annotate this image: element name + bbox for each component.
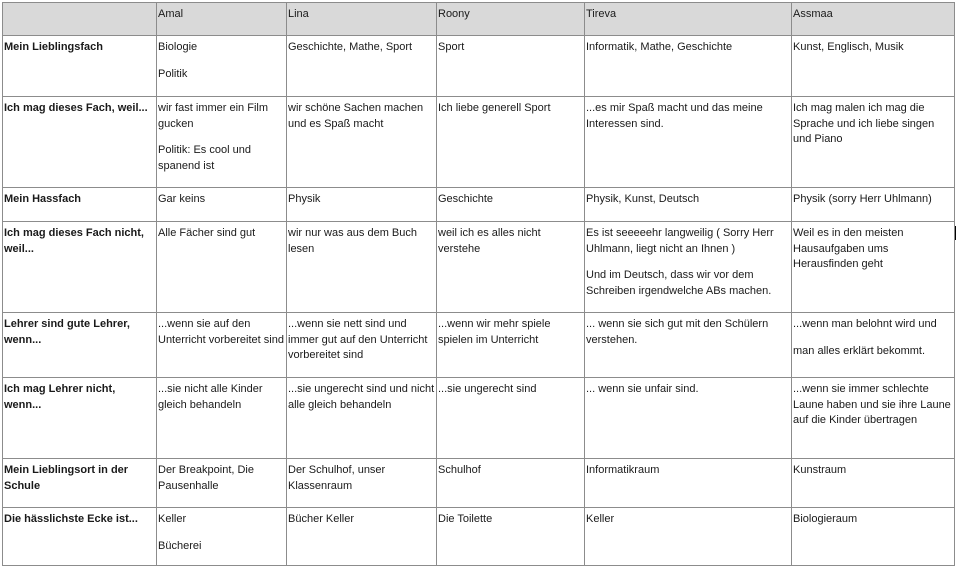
- table-cell[interactable]: [792, 459, 955, 508]
- cell-text: Gar keins: [158, 193, 206, 205]
- table-cell[interactable]: [287, 36, 437, 97]
- table-cell[interactable]: [437, 508, 585, 566]
- cell-text: ...wenn sie immer schlechte Laune haben und sie ihre Laune auf die Kinder übertragen: [793, 383, 951, 426]
- table-row: [3, 508, 955, 566]
- table-row: [3, 378, 955, 459]
- cell-text: Biologie: [158, 41, 198, 53]
- cell-text: weil ich es alles nicht verstehe: [438, 227, 541, 255]
- cell-text: Keller: [158, 513, 187, 525]
- table-cell[interactable]: [585, 97, 792, 188]
- table-cell[interactable]: [287, 378, 437, 459]
- cell-text: Sport: [438, 41, 465, 53]
- table-cell[interactable]: [585, 188, 792, 222]
- cell-text: ... wenn sie sich gut mit den Schülern verstehen.: [586, 318, 769, 346]
- cell-text: Physik (sorry Herr Uhlmann): [793, 193, 932, 205]
- cell-text: ...wenn man belohnt wird und: [793, 318, 937, 330]
- survey-table: [2, 2, 955, 566]
- row-label[interactable]: Lehrer sind gute Lehrer, wenn...: [3, 313, 157, 378]
- table-cell[interactable]: [437, 97, 585, 188]
- table-cell[interactable]: [792, 97, 955, 188]
- cell-text: Der Breakpoint, Die Pausenhalle: [158, 464, 254, 492]
- cell-text: Schulhof: [438, 464, 481, 476]
- table-cell[interactable]: [792, 188, 955, 222]
- cell-text: Kunst, Englisch, Musik: [793, 41, 904, 53]
- cell-text: Physik, Kunst, Deutsch: [586, 193, 700, 205]
- cell-text: Politik: [158, 67, 188, 80]
- table-cell[interactable]: [437, 222, 585, 313]
- table-cell[interactable]: [585, 313, 792, 378]
- row-label[interactable]: Mein Lieblingsort in der Schule: [3, 459, 157, 508]
- cell-text: ...wenn sie nett sind und immer gut auf den Unterricht vorbereitet sind: [288, 318, 428, 361]
- cell-text: man alles erklärt bekommt.: [793, 344, 926, 357]
- table-row: [3, 459, 955, 508]
- table-cell[interactable]: [792, 36, 955, 97]
- table-cell[interactable]: [287, 97, 437, 188]
- cell-text: wir fast immer ein Film gucken: [158, 102, 269, 130]
- cell-text: Es ist seeeeehr langweilig ( Sorry Herr Uhlmann, liegt nicht an Ihnen ): [586, 227, 774, 255]
- cell-text: wir nur was aus dem Buch lesen: [288, 227, 417, 255]
- cell-text: Geschichte: [438, 193, 494, 205]
- row-label[interactable]: Ich mag Lehrer nicht, wenn...: [3, 378, 157, 459]
- table-cell[interactable]: [157, 378, 287, 459]
- table-cell[interactable]: [157, 313, 287, 378]
- table-cell[interactable]: [437, 188, 585, 222]
- row-label[interactable]: Die hässlichste Ecke ist...: [3, 508, 157, 566]
- cell-text: ...sie ungerecht sind: [438, 383, 537, 395]
- table-cell[interactable]: [585, 222, 792, 313]
- cell-text: Bücherei: [158, 539, 202, 552]
- cell-text: Ich liebe generell Sport: [438, 102, 551, 114]
- cell-text: Informatikraum: [586, 464, 660, 476]
- cell-text: Keller: [586, 513, 615, 525]
- table-cell[interactable]: [287, 313, 437, 378]
- cell-text: ...wenn sie auf den Unterricht vorbereitet sind: [158, 318, 284, 346]
- table-cell[interactable]: [585, 378, 792, 459]
- table-cell[interactable]: [585, 459, 792, 508]
- table-cell[interactable]: [585, 508, 792, 566]
- header-row: [3, 3, 955, 36]
- row-label[interactable]: Mein Lieblingsfach: [3, 36, 157, 97]
- cell-text: ...sie ungerecht sind und nicht alle gleich behandeln: [288, 383, 435, 411]
- cell-text: Ich mag malen ich mag die Sprache und ich liebe singen und Piano: [793, 102, 935, 145]
- table-cell[interactable]: [437, 459, 585, 508]
- table-cell[interactable]: [437, 313, 585, 378]
- table-cell[interactable]: [157, 36, 287, 97]
- table-cell[interactable]: [792, 508, 955, 566]
- table-cell[interactable]: [792, 313, 955, 378]
- table-row: [3, 222, 955, 313]
- table-row: [3, 313, 955, 378]
- table-cell[interactable]: [157, 222, 287, 313]
- header-cell-amal[interactable]: Amal: [157, 3, 287, 36]
- table-cell[interactable]: [792, 222, 955, 313]
- cell-text: Geschichte, Mathe, Sport: [288, 41, 413, 53]
- table-cell[interactable]: [157, 459, 287, 508]
- text-cursor: [955, 226, 956, 240]
- cell-text: Biologieraum: [793, 513, 858, 525]
- cell-text: ...sie nicht alle Kinder gleich behandeln: [158, 383, 263, 411]
- cell-text: Physik: [288, 193, 321, 205]
- header-cell-corner[interactable]: [3, 3, 157, 36]
- cell-text: Und im Deutsch, dass wir vor dem Schreiben irgendwelche ABs machen.: [586, 269, 772, 297]
- cell-text: Weil es in den meisten Hausaufgaben ums Herausfinden geht: [793, 227, 904, 270]
- table-cell[interactable]: [287, 508, 437, 566]
- header-cell-lina[interactable]: Lina: [287, 3, 437, 36]
- table-cell[interactable]: [157, 97, 287, 188]
- row-label[interactable]: Ich mag dieses Fach nicht, weil...: [3, 222, 157, 313]
- header-cell-tireva[interactable]: Tireva: [585, 3, 792, 36]
- cell-text: ... wenn sie unfair sind.: [586, 383, 699, 395]
- cell-text: Alle Fächer sind gut: [158, 227, 256, 239]
- table-cell[interactable]: [287, 188, 437, 222]
- cell-text: ...wenn wir mehr spiele spielen im Unterricht: [438, 318, 551, 346]
- table-cell[interactable]: [585, 36, 792, 97]
- cell-text: Kunstraum: [793, 464, 847, 476]
- row-label[interactable]: Ich mag dieses Fach, weil...: [3, 97, 157, 188]
- table-cell[interactable]: [792, 378, 955, 459]
- table-cell[interactable]: [287, 222, 437, 313]
- cell-text: Bücher Keller: [288, 513, 355, 525]
- table-row: [3, 188, 955, 222]
- row-label[interactable]: Mein Hassfach: [3, 188, 157, 222]
- cell-text: Die Toilette: [438, 513, 493, 525]
- table-cell[interactable]: [437, 36, 585, 97]
- cell-text: Informatik, Mathe, Geschichte: [586, 41, 733, 53]
- table-cell[interactable]: [157, 508, 287, 566]
- header-cell-assmaa[interactable]: Assmaa: [792, 3, 955, 36]
- cell-text: wir schöne Sachen machen und es Spaß macht: [288, 102, 424, 130]
- cell-text: ...es mir Spaß macht und das meine Interessen sind.: [586, 102, 763, 130]
- table-cell[interactable]: [437, 378, 585, 459]
- table-row: [3, 97, 955, 188]
- cell-text: Politik: Es cool und spanend ist: [158, 144, 251, 172]
- table-row: [3, 36, 955, 97]
- table-cell[interactable]: [157, 188, 287, 222]
- header-cell-roony[interactable]: Roony: [437, 3, 585, 36]
- cell-text: Der Schulhof, unser Klassenraum: [288, 464, 386, 492]
- table-cell[interactable]: [287, 459, 437, 508]
